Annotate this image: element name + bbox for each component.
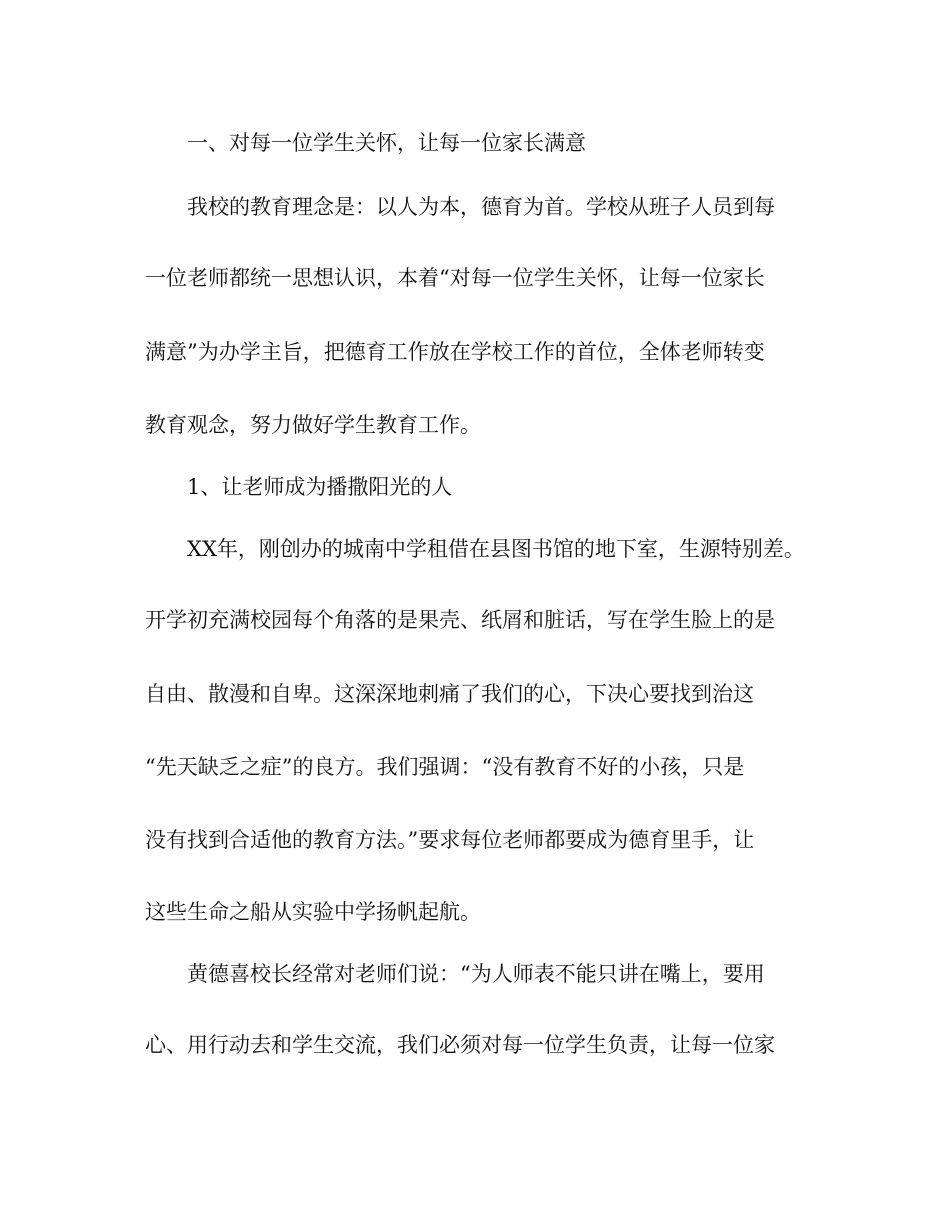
paragraph-line: 教育观念，努力做好学生教育工作。 (145, 413, 481, 437)
paragraph-line: “先天缺乏之症”的良方。我们强调：“没有教育不好的小孩，只是 (145, 755, 745, 779)
paragraph-line: 没有找到合适他的教育方法。”要求每位老师都要成为德育里手，让 (145, 828, 755, 852)
section-heading: 一、对每一位学生关怀，让每一位家长满意 (187, 131, 586, 155)
paragraph-line: 黄德喜校长经常对老师们说：“为人师表不能只讲在嘴上，要用 (187, 962, 765, 986)
paragraph-line: 自由、散漫和自卑。这深深地刺痛了我们的心，下决心要找到治这 (145, 682, 754, 706)
paragraph-line: 这些生命之船从实验中学扬帆起航。 (145, 900, 481, 924)
paragraph-line: 开学初充满校园每个角落的是果壳、纸屑和脏话，写在学生脸上的是 (145, 608, 775, 632)
subsection-heading: 1、让老师成为播撒阳光的人 (187, 475, 453, 499)
paragraph-line: XX年，刚创办的城南中学租借在县图书馆的地下室，生源特别差。 (187, 537, 805, 561)
paragraph-line: 心、用行动去和学生交流，我们必须对每一位学生负责，让每一位家 (145, 1033, 775, 1057)
paragraph-line: 一位老师都统一思想认识，本着“对每一位学生关怀，让每一位家长 (145, 266, 765, 290)
paragraph-line: 我校的教育理念是：以人为本，德育为首。学校从班子人员到每 (187, 195, 775, 219)
paragraph-line: 满意”为办学主旨，把德育工作放在学校工作的首位，全体老师转变 (145, 340, 765, 364)
